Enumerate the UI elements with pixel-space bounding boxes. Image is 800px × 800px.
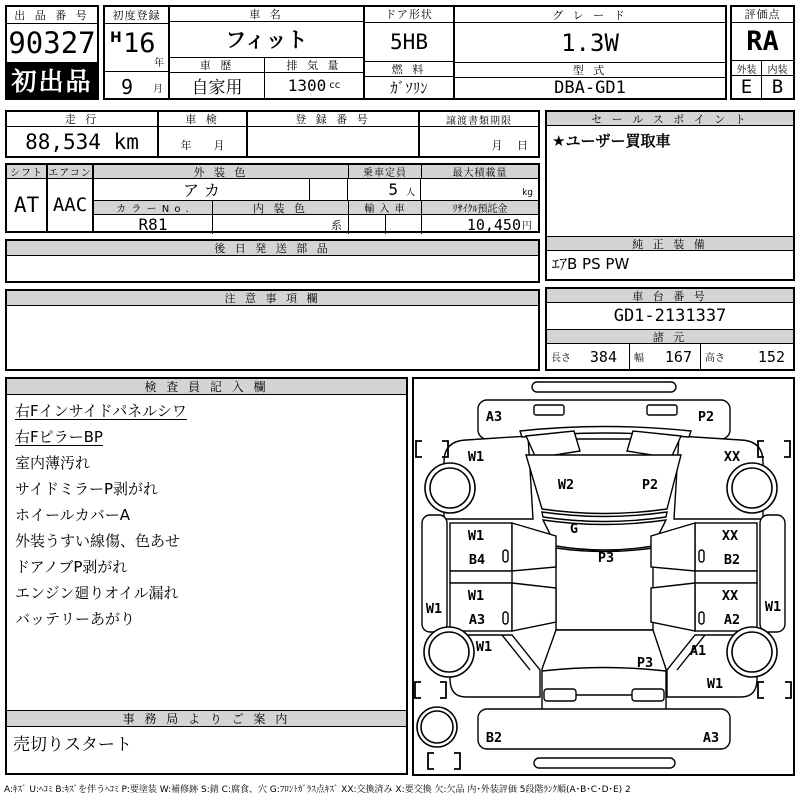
fuel-label: 燃 料	[365, 62, 453, 77]
damage-marker-front-fender-right: XX	[723, 449, 741, 465]
first-listing-badge: 初出品	[7, 62, 97, 98]
inspector-note-line: 外装うすい線傷、色あせ	[15, 532, 181, 550]
damage-marker-rear-right-lower: W1	[706, 676, 724, 692]
import-value-right	[386, 215, 421, 234]
interior-color-label: 内 装 色	[213, 201, 349, 214]
exterior-color-extra-cell	[310, 179, 348, 200]
interior-label: 内装	[762, 61, 793, 76]
width-label: 幅	[634, 353, 644, 364]
panel-hood-corner-right	[627, 431, 681, 458]
shift-value: AT	[13, 193, 40, 217]
transfer-docs-label: 譲渡書類期限	[420, 112, 538, 127]
mileage-cell	[7, 112, 159, 156]
inspector-box	[5, 377, 408, 775]
registration-month: 9	[121, 75, 134, 99]
damage-marker-rear-bumper-left: B2	[485, 730, 503, 746]
car-name-label: 車 名	[170, 7, 363, 22]
width-cell	[630, 344, 701, 369]
door-shape: 5HB	[365, 23, 453, 62]
office-note: 売切りスタート	[13, 735, 132, 755]
car-name: フィット	[170, 22, 363, 58]
length-value: 384	[589, 347, 617, 366]
aircon-cell	[48, 165, 94, 231]
caution-label: 注 意 事 項 欄	[7, 291, 538, 306]
equipment-text: ｴｱB PS PW	[552, 255, 630, 273]
shift-color-row	[5, 163, 540, 233]
taillight-left-icon	[544, 689, 576, 701]
history-cell	[170, 58, 265, 98]
legend-text: A:ｷｽﾞ U:ﾍｺﾐ B:ｷｽﾞを伴うﾍｺﾐ P:要塗装 W:補修跡 S:錆 C:腐食、穴 G:ﾌﾛﾝﾄｶﾞﾗｽ点ｷｽﾞ XX:交換済み X:要交換 欠:欠品 内･外装評価 5段階ﾗﾝｸ順(A･B･C･D･E) 2	[4, 785, 631, 795]
sales-point-text: ★ユーザー買取車	[552, 132, 671, 150]
inspection-label: 車 検	[159, 112, 246, 127]
registration-year: 16	[123, 28, 156, 59]
vehicle-spec-table	[103, 5, 727, 100]
color-no-value: R81	[94, 215, 213, 234]
exterior-grade-cell	[732, 61, 762, 98]
recycle-unit: 円	[522, 221, 532, 232]
transfer-docs-value: 月 日	[491, 139, 528, 152]
recycle-label: ﾘｻｲｸﾙ預託金	[422, 201, 538, 214]
height-label: 高さ	[705, 353, 725, 364]
damage-marker-sill-left: W1	[425, 601, 443, 617]
damage-marker-sill-right: W1	[764, 599, 782, 615]
door-handle-front-right-icon	[699, 550, 704, 562]
capacity-value-cell	[348, 179, 421, 200]
damage-marker-front-bumper-right: P2	[697, 409, 715, 425]
capacity-unit: 人	[405, 188, 415, 198]
sales-point-label: セ ー ル ス ポ イ ン ト	[547, 112, 793, 126]
inspector-note-line: 室内薄汚れ	[15, 454, 91, 472]
recycle-value: 10,450	[466, 215, 521, 234]
inspector-note-line: 右FピラーBP	[15, 428, 103, 446]
first-registration-column	[105, 7, 170, 98]
door-handle-rear-left-icon	[503, 612, 508, 624]
registration-number-cell	[248, 112, 420, 156]
history-label: 車 歴	[170, 58, 264, 73]
mileage-value: 88,534 km	[25, 129, 139, 154]
grade-column	[455, 7, 725, 98]
interior-grade: B	[771, 76, 784, 98]
shift-cell	[7, 165, 48, 231]
model-code: DBA-GD1	[554, 78, 626, 98]
chassis-label: 車 台 番 号	[547, 289, 793, 303]
damage-marker-rear-door-right-a: XX	[721, 588, 739, 604]
inspector-note-line: バッテリーあがり	[15, 610, 136, 628]
taillight-right-icon	[632, 689, 664, 701]
capacity-label: 乗車定員	[349, 165, 422, 178]
first-registration-year-cell	[105, 24, 168, 72]
mileage-row	[5, 110, 540, 158]
history-value: 自家用	[191, 78, 243, 98]
dimensions-label: 諸 元	[547, 330, 793, 344]
damage-marker-rear-door-right-b: A2	[723, 612, 741, 628]
equipment-label: 純 正 装 備	[547, 236, 793, 251]
later-parts-label: 後 日 発 送 部 品	[7, 241, 538, 256]
caution-content	[7, 306, 538, 369]
damage-marker-front-door-left-b: B4	[468, 552, 486, 568]
first-registration-month-cell	[105, 72, 168, 98]
length-cell	[547, 344, 630, 369]
exterior-grade: E	[740, 76, 753, 98]
chassis-box	[545, 287, 795, 371]
max-load-label: 最大積載量	[422, 165, 538, 178]
displacement-label: 排 気 量	[265, 58, 363, 73]
aircon-value: AAC	[52, 194, 88, 216]
displacement-value: 1300	[287, 76, 327, 95]
sales-point-box	[545, 110, 795, 281]
first-registration-label: 初度登録	[105, 7, 168, 24]
height-cell	[701, 344, 793, 369]
headlight-right-icon	[647, 405, 677, 415]
damage-marker-quarter-left: W1	[475, 639, 493, 655]
chassis-number: GD1-2131337	[547, 303, 793, 330]
car-damage-diagram	[414, 379, 793, 774]
auction-number-label: 出 品 番 号	[7, 7, 97, 24]
door-handle-rear-right-icon	[699, 612, 704, 624]
later-parts-box	[5, 239, 540, 283]
door-handle-front-left-icon	[503, 550, 508, 562]
era-mark: H	[110, 30, 122, 46]
month-unit: 月	[153, 84, 163, 95]
damage-marker-front-fender-left: W1	[467, 449, 485, 465]
grade-value: 1.3W	[455, 23, 725, 63]
inspector-notes-list	[7, 395, 406, 710]
inspector-note-line: ホイールカバーA	[15, 506, 130, 524]
office-label: 事 務 局 よ り ご 案 内	[7, 710, 406, 727]
transfer-docs-cell	[420, 112, 538, 156]
panel-hood-corner-left	[526, 431, 580, 458]
recycle-value-cell	[422, 215, 538, 234]
color-no-label: カ ラ ー N o .	[94, 201, 213, 214]
inspection-cell	[159, 112, 248, 156]
damage-marker-front-bumper-left: A3	[485, 409, 503, 425]
panel-windshield	[543, 520, 666, 550]
interior-grade-cell	[762, 61, 793, 98]
damage-marker-roof: P3	[597, 550, 615, 566]
mileage-label: 走 行	[7, 112, 157, 127]
panel-rear-bumper-bottom	[534, 758, 675, 768]
car-diagram-box	[412, 377, 795, 776]
fuel-cell	[365, 62, 453, 98]
inspector-note-line: エンジン廻りオイル漏れ	[15, 584, 179, 602]
damage-marker-rear-door-left-b: A3	[468, 612, 486, 628]
damage-marker-hood-left: W2	[557, 477, 575, 493]
panel-door-strip-right	[695, 571, 757, 583]
exterior-color-value: ア カ	[94, 179, 310, 200]
score-box	[730, 5, 795, 100]
fuel-value: ｶﾞｿﾘﾝ	[390, 79, 428, 97]
max-load-unit: kg	[522, 188, 533, 198]
headlight-left-icon	[534, 405, 564, 415]
import-value-cell	[349, 215, 422, 234]
shift-label: シフト	[7, 165, 46, 179]
exterior-label: 外装	[732, 61, 761, 76]
score-label: 評価点	[732, 7, 793, 23]
caution-box	[5, 289, 540, 371]
damage-marker-windshield: G	[569, 521, 579, 537]
capacity-value: 5	[388, 180, 398, 199]
auction-number-box	[5, 5, 99, 100]
inspection-value: 年 月	[180, 139, 225, 152]
registration-number-label: 登 録 番 号	[248, 112, 418, 127]
inspector-note-line: 右Fインサイドパネルシワ	[15, 402, 187, 420]
displacement-cell	[265, 58, 363, 98]
width-value: 167	[664, 347, 692, 366]
import-value-left	[349, 215, 386, 234]
inspector-label: 検 査 員 記 入 欄	[7, 379, 406, 395]
damage-marker-front-door-left-a: W1	[467, 528, 485, 544]
damage-marker-rear-bumper-right: A3	[702, 730, 720, 746]
score-value: RA	[732, 23, 793, 61]
model-label: 型 式	[455, 63, 725, 78]
auction-number: 90327	[8, 26, 96, 61]
inspector-note-line: サイドミラーP剥がれ	[15, 480, 158, 498]
grade-label: グ レ ー ド	[455, 7, 725, 23]
registration-number-value	[248, 127, 418, 156]
damage-marker-quarter-right: A1	[689, 643, 707, 659]
damage-marker-rear-door-left-a: W1	[467, 588, 485, 604]
inspector-note-line: ドアノブP剥がれ	[15, 558, 128, 576]
import-label: 輸 入 車	[349, 201, 422, 214]
later-parts-content	[7, 256, 538, 281]
damage-marker-front-door-right-b: B2	[723, 552, 741, 568]
height-value: 152	[757, 347, 785, 366]
car-name-column	[170, 7, 365, 98]
model-cell	[455, 63, 725, 98]
exterior-color-label: 外 装 色	[94, 165, 349, 178]
max-load-value-cell	[421, 179, 538, 200]
interior-color-value: 系	[213, 215, 349, 234]
panel-front-bumper-top	[532, 382, 676, 392]
panel-door-strip-left	[450, 571, 512, 583]
length-label: 長さ	[551, 353, 571, 364]
panel-rear-bumper	[478, 709, 730, 749]
panel-rear-door-right-ext	[651, 583, 695, 631]
damage-marker-tailgate: P3	[636, 655, 654, 671]
displacement-unit: cc	[329, 80, 341, 91]
damage-marker-hood-right: P2	[641, 477, 659, 493]
damage-marker-front-door-right-a: XX	[721, 528, 739, 544]
year-unit: 年	[154, 58, 164, 69]
door-shape-label: ドア形状	[365, 7, 453, 23]
door-shape-column	[365, 7, 455, 98]
aircon-label: エアコン	[48, 165, 92, 179]
panel-rear-door-left-ext	[512, 583, 556, 631]
